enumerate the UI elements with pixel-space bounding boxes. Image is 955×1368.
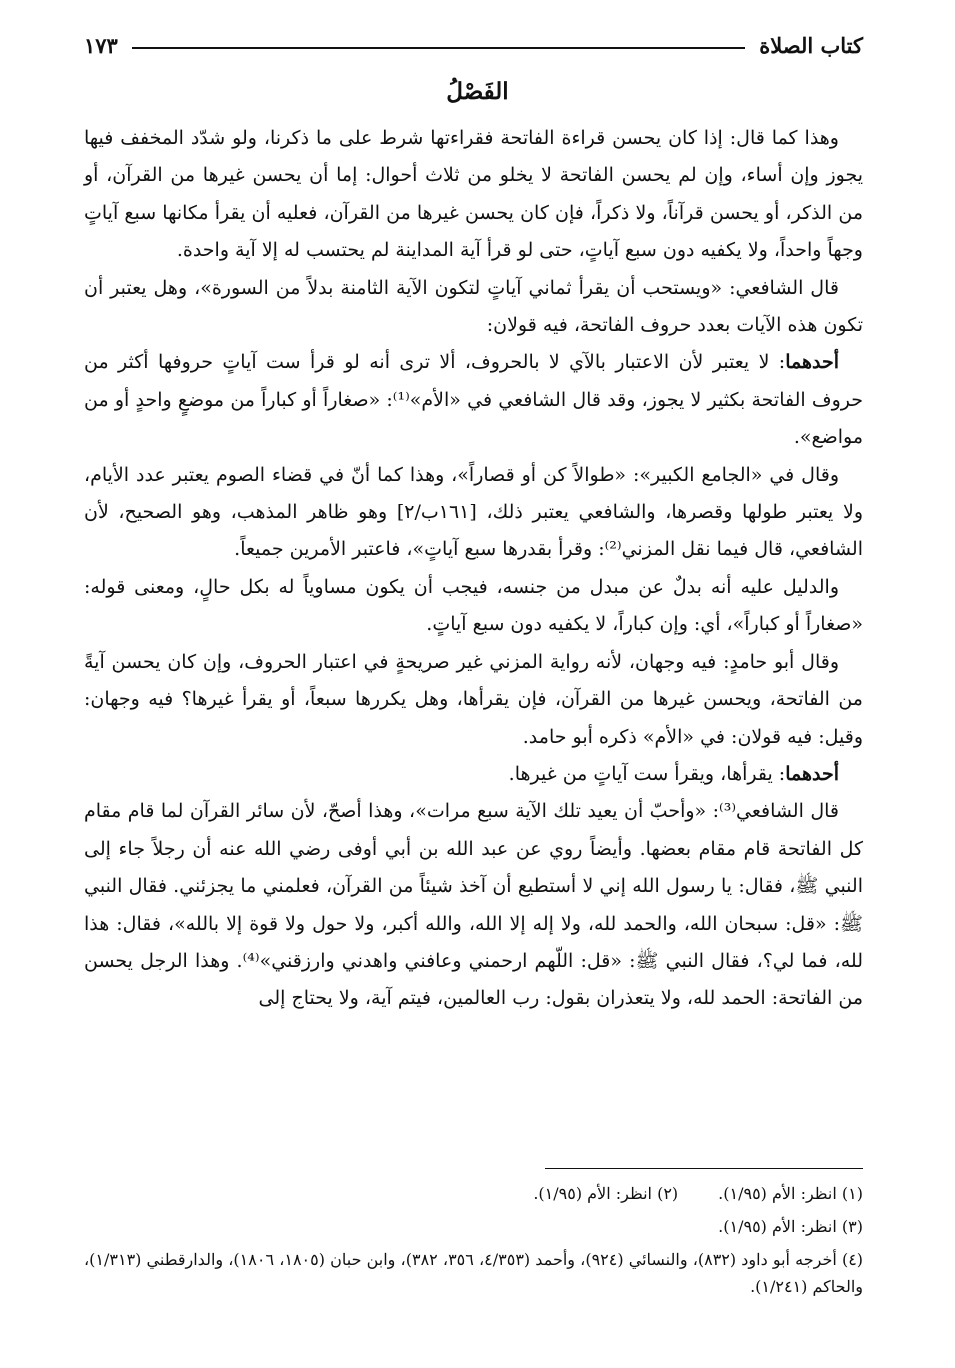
paragraph: أحدهما: لا يعتبر لأن الاعتبار بالآي لا بالحروف، ألا ترى أنه لو قرأ ست آياتٍ حروفها أكثر من حروف الفاتحة بكثير لا يجوز، وقد قال الشافعي في «الأم»⁽¹⁾: «صغاراً أو كباراً من موضعٍ واحدٍ أو من مواضع». xyxy=(84,351,863,449)
paragraph: قال الشافعي⁽³⁾: «وأحبّ أن يعيد تلك الآية سبع مرات»، وهذا أصحّ، لأن سائر القرآن لما قام مقام كل الفاتحة قام مقام بعضها. وأيضاً روي عن عبد الله بن أبي أوفى رضي الله عنه أن رجلاً جاء إلى النبي ﷺ، فقال: يا رسول الله إني لا أستطيع أن آخذ شيئاً من القرآن، فعلمني ما يجزئني. فقال النبي ﷺ: «قل: سبحان الله، والحمد لله، ولا إله إلا الله، والله أكبر، ولا حول ولا قوة إلا بالله»، فقال: هذا لله، فما لي؟، فقال النبي ﷺ: «قل: اللّهم ارحمني وعافني واهدني وارزقني»⁽⁴⁾. وهذا الرجل يحسن من الفاتحة: الحمد لله، ولا يتعذران بقول: رب العالمين، فيتم آية، ولا يحتاج إلى xyxy=(84,800,863,1010)
footnote-separator xyxy=(545,1168,863,1169)
footnote-1: (١) انظر: الأم (١/٩٥). xyxy=(718,1184,863,1203)
main-text xyxy=(84,120,863,1018)
paragraph: أحدهما: يقرأها، ويقرأ ست آياتٍ من غيرها. xyxy=(508,762,839,785)
footnote-3: (٣) انظر: الأم (١/٩٥). xyxy=(718,1217,863,1236)
page-number: ١٧٣ xyxy=(84,32,118,58)
paragraph: وقال أبو حامدٍ: فيه وجهان، لأنه رواية المزني غير صريحةٍ في اعتبار الحروف، وإن كان يحسن آيةً من الفاتحة، ويحسن غيرها من القرآن، فإن يقرأها، وهل يكررها سبعاً، أو يقرأ غيرها؟ فيه وجهان: وقيل: فيه قولان: في «الأم» ذكره أبو حامد. xyxy=(84,650,863,748)
footnote-4: (٤) أخرجه أبو داود (٨٣٢)، والنسائي (٩٢٤)، وأحمد (٤/٣٥٣، ٣٥٦، ٣٨٢)، وابن حبان (١٨٠٥، ١٨٠٦)، والدارقطني (١/٣١٣)، والحاكم (١/٢٤١). xyxy=(84,1250,864,1296)
paragraph: قال الشافعي: «ويستحب أن يقرأ ثماني آياتٍ لتكون الآية الثامنة بدلاً من السورة»، وهل يعتبر أن تكون هذه الآيات بعدد حروف الفاتحة، فيه قولان: xyxy=(84,276,863,337)
header-rule xyxy=(132,47,745,49)
running-header xyxy=(84,28,863,62)
footnote-2: (٢) انظر: الأم (١/٩٥). xyxy=(533,1184,679,1203)
section-title: الفَصْلُ xyxy=(446,78,509,105)
footnotes xyxy=(84,1180,863,1306)
paragraph: والدليل عليه أنه بدلٌ عن مبدل من جنسه، فيجب أن يكون مساوياً له بكل حالٍ، ومعنى قوله: «صغاراً أو كباراً»، أي: وإن كباراً، لا يكفيه دون سبع آياتٍ. xyxy=(84,575,863,636)
footnote-row xyxy=(84,1180,863,1207)
paragraph: وقال في «الجامع الكبير»: «طوالاً كن أو قصاراً»، وهذا كما أنّ في قضاء الصوم يعتبر عدد الأيام، ولا يعتبر طولها وقصرها، والشافعي يعتبر ذلك، [١٦١ب/٢] وهو ظاهر المذهب، وهو الصحيح، لأن الشافعي، قال فيما نقل المزني⁽²⁾: وقرأ بقدرها سبع آياتٍ»، فاعتبر الأمرين جميعاً. xyxy=(84,463,863,561)
paragraph-lead: أحدهما xyxy=(785,762,839,785)
paragraph-lead: أحدهما xyxy=(785,351,840,374)
book-title: كتاب الصلاة xyxy=(759,32,863,58)
paragraph: وهذا كما قال: إذا كان يحسن قراءة الفاتحة فقراءتها شرط على ما ذكرنا، ولو شدّد المخفف فيها يجوز وإن أساء، وإن لم يحسن الفاتحة لا يخلو من ثلاث أحوال: إما أن يحسن غيرها من القرآن، أو من الذكر، أو يحسن قرآناً، ولا ذكراً، فإن كان يحسن غيرها من القرآن، فعليه أن يقرأ مكانها سبع آياتٍ وجهاً واحداً، ولا يكفيه دون سبع آياتٍ، حتى لو قرأ آية المداينة لم يحتسب له إلا آية واحدة. xyxy=(84,127,863,262)
